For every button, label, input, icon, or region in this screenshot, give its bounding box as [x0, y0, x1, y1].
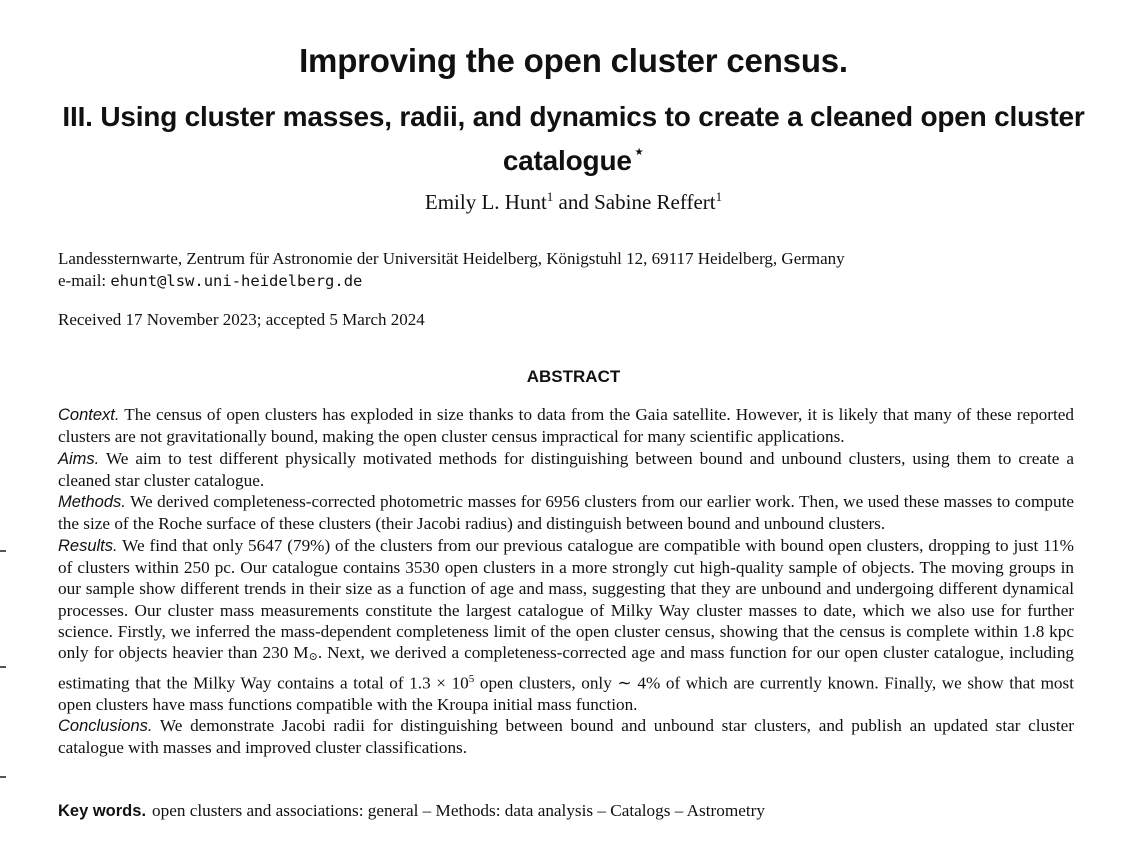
margin-mark — [0, 550, 6, 552]
methods-label: Methods. — [58, 493, 126, 512]
methods-text: We derived completeness-corrected photometric masses for 6956 clusters from our earlier work. Then, we used these masses to compute the size of the Roche surface of these clusters (their Jacobi radius) and distinguish between bound and unbound clusters. — [58, 492, 1074, 534]
affiliation-block — [58, 248, 845, 292]
results-label: Results. — [58, 536, 118, 555]
paper-title: Improving the open cluster census. — [299, 42, 848, 79]
author-conjunction: and — [553, 190, 595, 214]
abstract-context — [58, 404, 1074, 448]
conclusions-text: We demonstrate Jacobi radii for distinguishing between bound and unbound star clusters, and publish an updated star cluster catalogue with masses and improved cluster classifications. — [58, 715, 1074, 758]
paper-subtitle-text: III. Using cluster masses, radii, and dynamics to create a cleaned open cluster catalogue — [62, 101, 1085, 176]
email-label: e-mail: — [58, 271, 111, 290]
margin-mark — [0, 666, 6, 668]
aims-text: We aim to test different physically motivated methods for distinguishing between bound and unbound clusters, using them to create a cleaned star cluster catalogue. — [58, 448, 1074, 490]
abstract-conclusions — [58, 715, 1074, 759]
context-label: Context. — [58, 406, 120, 424]
solar-mass-symbol: ⊙ — [308, 651, 318, 664]
affiliation-text: Landessternwarte, Zentrum für Astronomie der Universität Heidelberg, Königstuhl 12, 69117 Heidelberg, Germany — [58, 249, 845, 268]
abstract-body — [58, 404, 1074, 758]
email-line — [58, 270, 845, 292]
abstract-results — [58, 535, 1074, 715]
author-name: Sabine Reffert — [594, 190, 716, 214]
author-list — [0, 188, 1147, 216]
keywords-line — [58, 800, 765, 822]
abstract-methods — [58, 491, 1074, 535]
keywords-text: open clusters and associations: general – Methods: data analysis – Catalogs – Astrometry — [152, 801, 765, 820]
email-link[interactable]: ehunt@lsw.uni-heidelberg.de — [110, 272, 363, 290]
affiliation-mark: 1 — [715, 189, 723, 204]
context-text: The census of open clusters has exploded in size thanks to data from the Gaia satellite. However, it is likely that many of these reported clusters are not gravitationally bound, making the open cluster census impractical for many scientific applications. — [58, 405, 1074, 447]
keywords-label: Key words. — [58, 802, 147, 820]
results-text: . Next, we derived a completeness-corrected age and mass function for our open cluster catalogue, including estimating that the Milky Way contains a total of 1.3 × 10 — [58, 643, 1075, 693]
results-text: open clusters, only ∼ 4% of which are currently known. Finally, we show that most open clusters have mass functions compatible with the Kroupa initial mass function. — [58, 673, 1074, 714]
results-text: We find that only 5647 (79%) of the clusters from our previous catalogue are compatible with bound open clusters, dropping to just 11% of clusters within 250 pc. Our catalogue contains 3530 open clusters in a more strongly cut high-quality sample of objects. The moving groups in our sample show different trends in their size as a function of age and mass, suggesting that they are unbound and undergoing different dynamical processes. Our cluster mass measurements constitute the largest catalogue of Milky Way cluster masses to date, which we also use for further science. Firstly, we inferred the mass-dependent completeness limit of the open cluster census, showing that the census is complete within 1.8 kpc only for objects heavier than 230 M — [58, 535, 1074, 663]
abstract-heading: ABSTRACT — [526, 367, 621, 386]
footnote-star: ⋆ — [633, 142, 645, 161]
affiliation-mark: 1 — [546, 189, 554, 204]
abstract-aims — [58, 448, 1074, 492]
author-name: Emily L. Hunt — [424, 190, 547, 214]
margin-mark — [0, 776, 6, 778]
received-dates: Received 17 November 2023; accepted 5 March 2024 — [58, 310, 425, 329]
exponent: 5 — [468, 672, 475, 685]
aims-label: Aims. — [58, 449, 100, 468]
conclusions-label: Conclusions. — [58, 716, 153, 735]
paper-subtitle — [20, 99, 1127, 178]
